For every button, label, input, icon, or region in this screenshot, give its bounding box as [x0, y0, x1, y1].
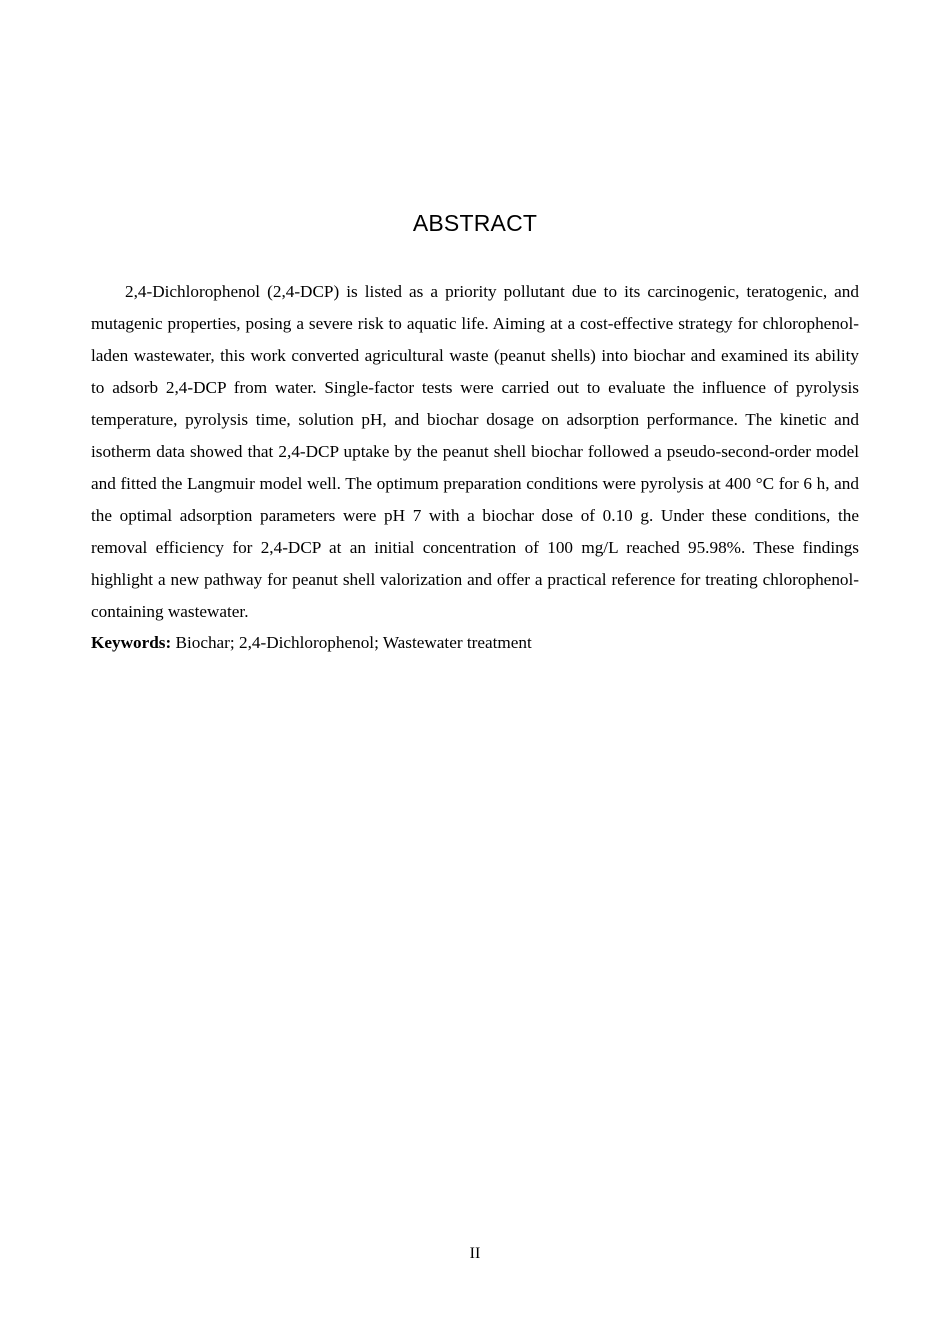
page-number: II [469, 1245, 481, 1262]
keywords-list: Biochar; 2,4-Dichlorophenol; Wastewater treatment [175, 633, 532, 652]
keywords-line [91, 627, 859, 659]
keywords-label: Keywords: [91, 633, 172, 652]
abstract-title: ABSTRACT [412, 210, 538, 236]
abstract-paragraph: 2,4-Dichlorophenol (2,4-DCP) is listed as a priority pollutant due to its carcinogenic, teratogenic, and mutagenic properties, posing a severe risk to aquatic life. Aiming at a cost-effective strategy for chlorophenol-laden wastewater, this work converted agricultural waste (peanut shells) into biochar and examined its ability to adsorb 2,4-DCP from water. Single-factor tests were carried out to evaluate the influence of pyrolysis temperature, pyrolysis time, solution pH, and biochar dosage on adsorption performance. The kinetic and isotherm data showed that 2,4-DCP uptake by the peanut shell biochar followed a pseudo-second-order model and fitted the Langmuir model well. The optimum preparation conditions were pyrolysis at 400 °C for 6 h, and the optimal adsorption parameters were pH 7 with a biochar dose of 0.10 g. Under these conditions, the removal efficiency for 2,4-DCP at an initial concentration of 100 mg/L reached 95.98%. These findings highlight a new pathway for peanut shell valorization and offer a practical reference for treating chlorophenol-containing wastewater. [91, 282, 859, 621]
